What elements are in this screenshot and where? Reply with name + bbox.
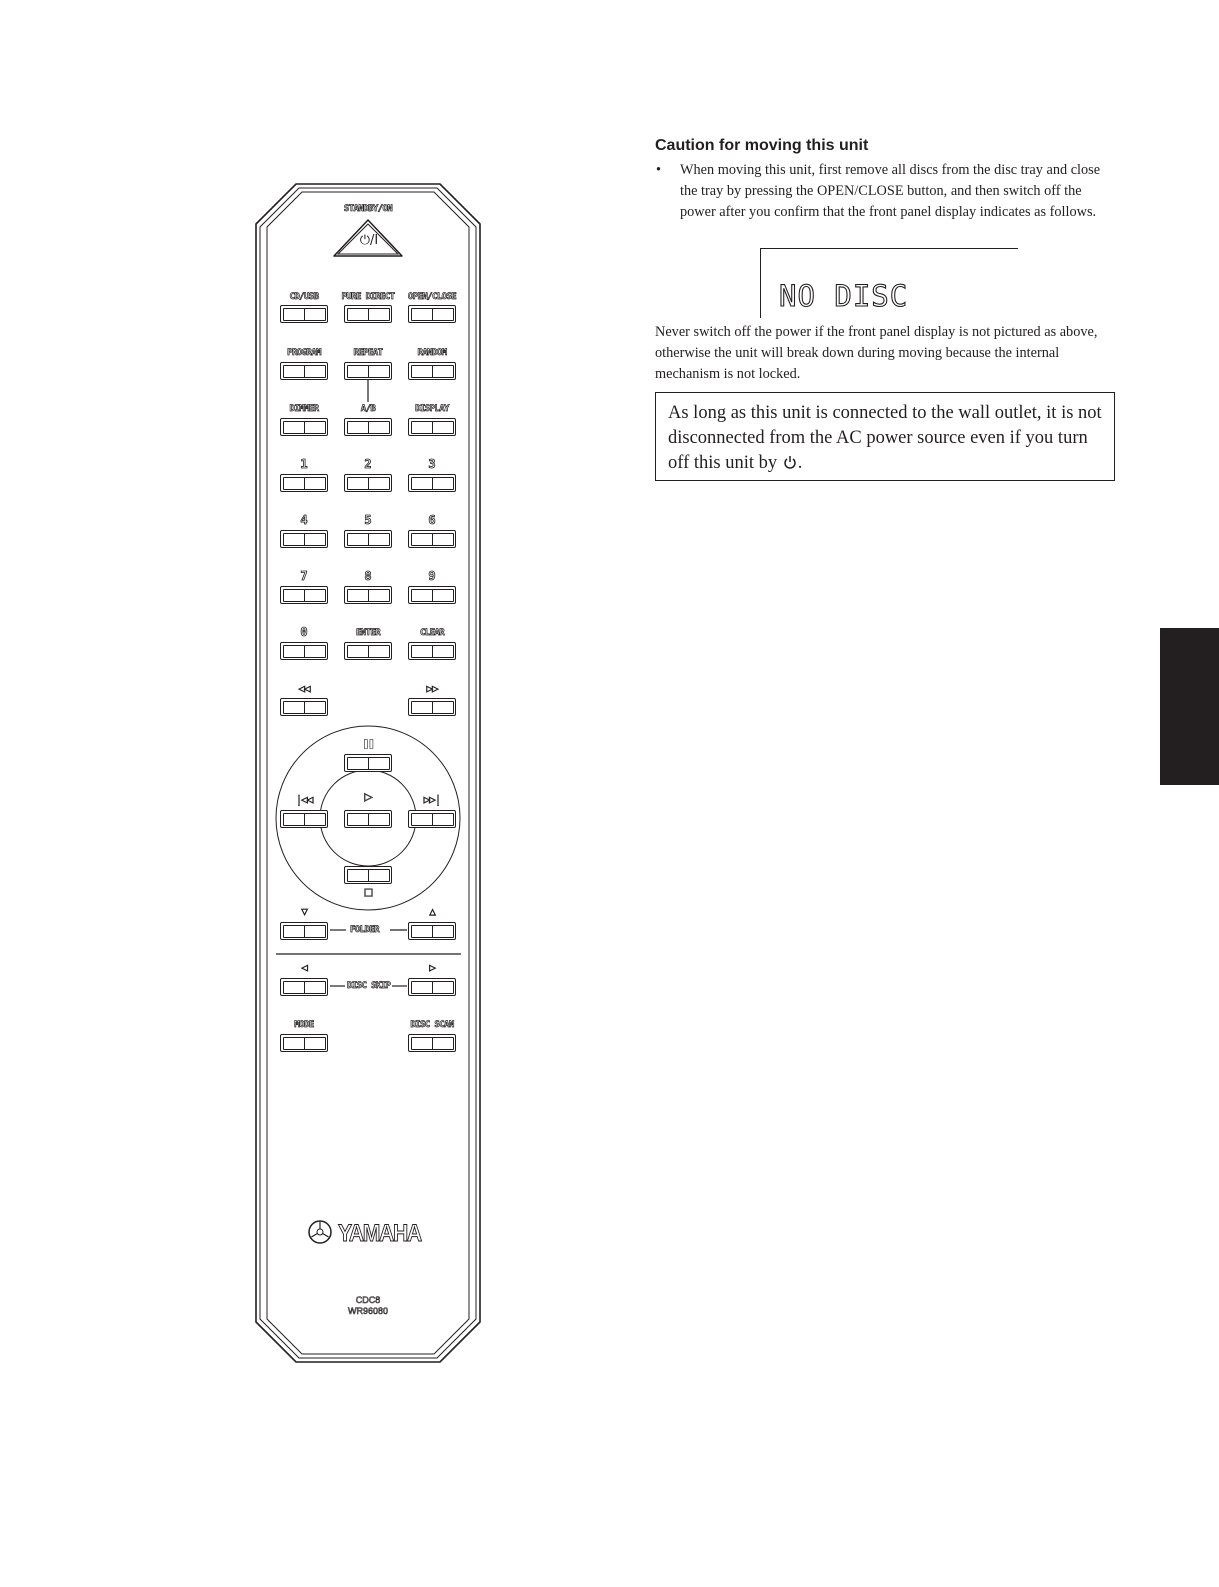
a-b-button[interactable] bbox=[344, 418, 392, 436]
power-icon bbox=[782, 454, 798, 470]
random-button[interactable] bbox=[408, 362, 456, 380]
play-button[interactable] bbox=[344, 810, 392, 828]
digit-8-button[interactable] bbox=[344, 586, 392, 604]
display-label: DISPLAY bbox=[415, 404, 449, 414]
search-back-button[interactable] bbox=[280, 698, 328, 716]
random-label: RANDOM bbox=[417, 348, 447, 358]
bullet-marker: • bbox=[656, 162, 662, 178]
caution-instruction-text: When moving this unit, first remove all discs from the disc tray and close the tray by pressing the OPEN/CLOSE button, and then switch off the power after you confirm that the front panel display indicates as follows. bbox=[680, 162, 1101, 220]
clear-button[interactable] bbox=[408, 642, 456, 660]
open-close-label: OPEN/CLOSE bbox=[407, 292, 457, 302]
dimmer-button[interactable] bbox=[280, 418, 328, 436]
skip-forward-icon: ▷▷| bbox=[423, 793, 441, 806]
folder-label: FOLDER bbox=[350, 925, 379, 935]
digit-3-button[interactable] bbox=[408, 474, 456, 492]
folder-down-icon: ▽ bbox=[301, 905, 307, 918]
stop-icon: □ bbox=[364, 885, 372, 900]
disc-prev-icon: ◁ bbox=[301, 961, 307, 974]
digit-0-button[interactable] bbox=[280, 642, 328, 660]
digit-5-label: 5 bbox=[364, 513, 372, 527]
open-close-button[interactable] bbox=[408, 305, 456, 323]
search-forward-icon: ▷▷ bbox=[426, 682, 438, 695]
digit-0-label: 0 bbox=[300, 625, 308, 639]
power-notice-period: . bbox=[797, 453, 803, 473]
model-name: CDC8 bbox=[355, 1295, 381, 1305]
cd-usb-label: CD/USB bbox=[289, 292, 319, 302]
repeat-label: REPEAT bbox=[353, 348, 383, 358]
folder-up-button[interactable] bbox=[408, 922, 456, 940]
disc-scan-button[interactable] bbox=[408, 1034, 456, 1052]
yamaha-logo: YAMAHA bbox=[338, 1220, 421, 1247]
digit-4-button[interactable] bbox=[280, 530, 328, 548]
digit-5-button[interactable] bbox=[344, 530, 392, 548]
folder-down-button[interactable] bbox=[280, 922, 328, 940]
program-button[interactable] bbox=[280, 362, 328, 380]
disc-skip-label: DISC SKIP bbox=[347, 981, 391, 991]
digit-2-label: 2 bbox=[364, 457, 372, 471]
power-notice-paragraph bbox=[668, 401, 1102, 476]
digit-4-label: 4 bbox=[300, 513, 308, 527]
a-b-label: A/B bbox=[360, 404, 376, 414]
digit-1-label: 1 bbox=[300, 457, 308, 471]
enter-label: ENTER bbox=[355, 628, 381, 638]
warning-note-text: Never switch off the power if the front panel display is not pictured as above, otherwise the unit will break down during moving because the internal mechanism is not locked. bbox=[655, 324, 1098, 382]
repeat-button[interactable] bbox=[344, 362, 392, 380]
disc-scan-label: DISC SCAN bbox=[410, 1020, 454, 1030]
mode-button[interactable] bbox=[280, 1034, 328, 1052]
clear-label: CLEAR bbox=[419, 628, 445, 638]
standby-on-label: STANDBY/ON bbox=[343, 204, 393, 214]
digit-2-button[interactable] bbox=[344, 474, 392, 492]
digit-8-label: 8 bbox=[364, 569, 372, 583]
disc-skip-prev-button[interactable] bbox=[280, 978, 328, 996]
pure-direct-label: PURE DIRECT bbox=[341, 292, 395, 302]
power-notice-box bbox=[655, 392, 1115, 481]
section-tab-marker bbox=[1160, 628, 1219, 785]
skip-back-icon: |◁◁ bbox=[295, 793, 313, 806]
stop-button[interactable] bbox=[344, 866, 392, 884]
mode-label: MODE bbox=[294, 1020, 314, 1030]
skip-forward-button[interactable] bbox=[408, 810, 456, 828]
digit-6-label: 6 bbox=[428, 513, 436, 527]
digit-9-label: 9 bbox=[428, 569, 436, 583]
yamaha-emblem-icon bbox=[309, 1221, 331, 1243]
digit-7-label: 7 bbox=[300, 569, 308, 583]
program-label: PROGRAM bbox=[287, 348, 321, 358]
digit-9-button[interactable] bbox=[408, 586, 456, 604]
skip-back-button[interactable] bbox=[280, 810, 328, 828]
power-notice-text: As long as this unit is connected to the wall outlet, it is not disconnected from the AC power source even if you turn off this unit by bbox=[668, 403, 1102, 473]
pause-icon: ❚❚ bbox=[362, 737, 374, 750]
play-icon: ▷ bbox=[364, 789, 372, 805]
cd-usb-button[interactable] bbox=[280, 305, 328, 323]
folder-up-icon: △ bbox=[429, 905, 435, 918]
search-back-icon: ◁◁ bbox=[298, 682, 310, 695]
display-button[interactable] bbox=[408, 418, 456, 436]
digit-1-button[interactable] bbox=[280, 474, 328, 492]
pause-button[interactable] bbox=[344, 754, 392, 772]
section-heading: Caution for moving this unit bbox=[655, 137, 869, 154]
pure-direct-button[interactable] bbox=[344, 305, 392, 323]
digit-7-button[interactable] bbox=[280, 586, 328, 604]
dimmer-label: DIMMER bbox=[289, 404, 319, 414]
disc-skip-next-button[interactable] bbox=[408, 978, 456, 996]
disc-next-icon: ▷ bbox=[429, 961, 435, 974]
front-panel-display-text: NO DISC bbox=[779, 279, 909, 313]
search-forward-button[interactable] bbox=[408, 698, 456, 716]
enter-button[interactable] bbox=[344, 642, 392, 660]
digit-3-label: 3 bbox=[428, 457, 436, 471]
digit-6-button[interactable] bbox=[408, 530, 456, 548]
model-code: WR96080 bbox=[347, 1306, 389, 1316]
standby-power-button[interactable]: ⏻/I bbox=[359, 233, 379, 248]
